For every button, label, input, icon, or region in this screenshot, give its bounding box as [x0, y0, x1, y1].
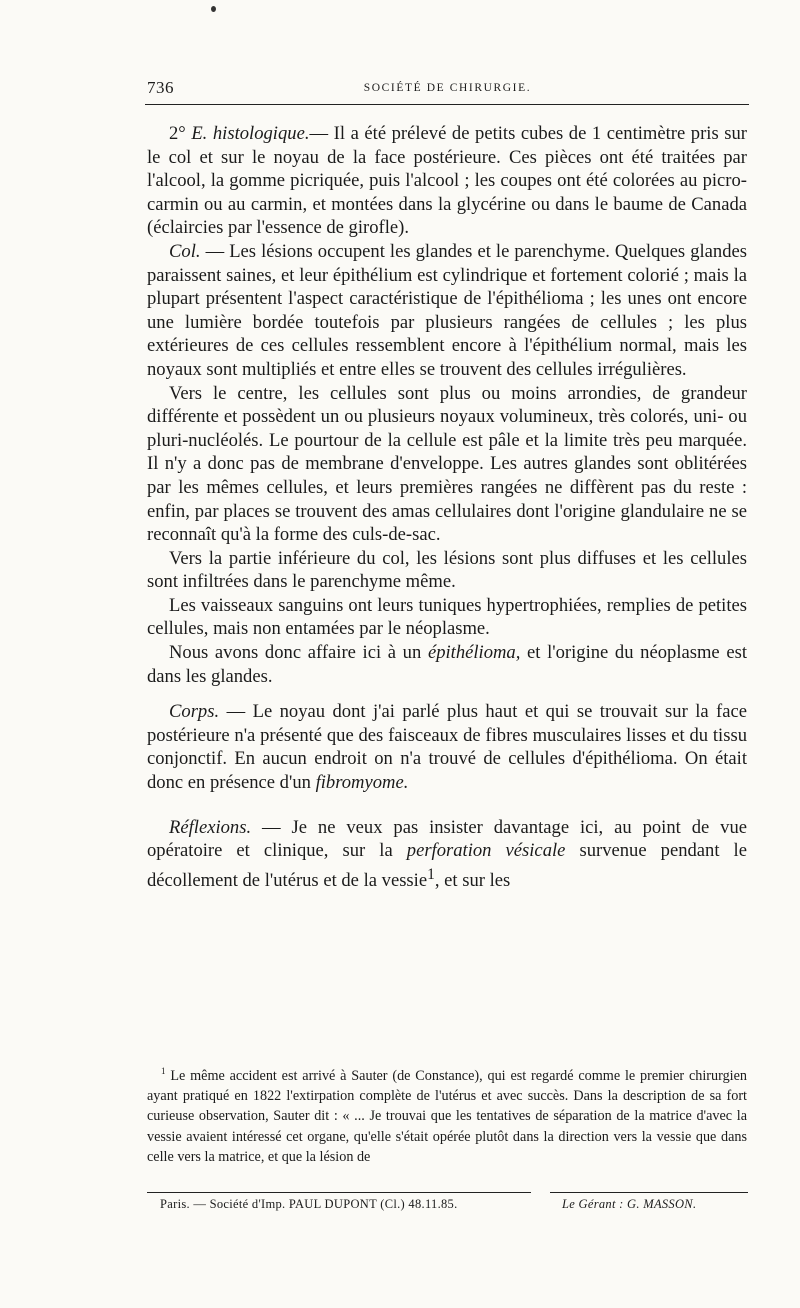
- imprint-rule-left: [147, 1192, 531, 1193]
- paragraph-centre: Vers le centre, les cellules sont plus ou moins arrondies, de grandeur différente et possèdent un ou plusieurs noyaux volumineux, très colorés, uni- ou pluri-nucléolés. Le pourtour de la cellule est pâle et la limite très peu marquée. Il n'y a donc pas de membrane d'enveloppe. Les autres glandes sont oblitérées par les mêmes cellules, et leurs premières rangées ne diffèrent pas du reste : enfin, par places se trouvent des amas cellulaires dont l'origine glandulaire ne se reconnaît qu'à la forme des culs-de-sac.: [147, 382, 747, 546]
- subsection-heading: Corps.: [169, 701, 220, 723]
- header-rule: [145, 104, 749, 105]
- footnote-mark: 1: [161, 1066, 166, 1076]
- printer-imprint: Paris. — Société d'Imp. PAUL DUPONT (Cl.) 48.11.85.: [160, 1197, 458, 1211]
- imprint-rule-right: [550, 1192, 748, 1193]
- paragraph-corps: [147, 700, 747, 794]
- italic-term: fibromyome.: [315, 772, 409, 794]
- paragraph-text: survenue pendant le décollement de l'utérus et de la vessie: [147, 840, 747, 891]
- footnote: [147, 1066, 747, 1167]
- paragraph-text: , et sur les: [434, 870, 511, 891]
- paragraph-text: — Les lésions occupent les glandes et le parenchyme. Quelques glandes paraissent saines, et leur épithélium est cylindrique et fortement colorié ; mais la plupart présentent l'aspect caractéristique de l'épithélioma ; les unes ont encore une lumière bordée toutefois par plusieurs rangées de cellules ; les plus extérieures de ces cellules ressemblent encore à l'épithélium normal, mais les noyaux sont multipliés et entre elles se trouvent des cellules irrégulières.: [147, 240, 747, 380]
- paragraph-histologique: [147, 122, 747, 240]
- section-heading: E. histologique.: [191, 123, 310, 144]
- print-speck: [211, 6, 216, 12]
- paragraph-conclusion: [147, 641, 747, 688]
- paragraph-vaisseaux: Les vaisseaux sanguins ont leurs tuniques hypertrophiées, remplies de petites cellules, mais non entamées par le néoplasme.: [147, 594, 747, 640]
- paragraph-col: [147, 240, 747, 382]
- section-number: 2°: [169, 123, 186, 144]
- paragraph-text: — Il a été prélevé de petits cubes de 1 centimètre pris sur le col et sur le noyau de la face postérieure. Ces pièces ont été traitées par l'alcool, la gomme picriquée, puis l'alcool ; les coupes ont été colorées au picro-carmin ou au carmin, et montées dans la glycérine ou dans le baume de Canada (éclaircies par l'essence de girofle).: [147, 123, 747, 239]
- manager-imprint: Le Gérant : G. MASSON.: [562, 1197, 697, 1211]
- body-text: [147, 122, 747, 893]
- subsection-heading: Col.: [169, 240, 201, 262]
- footnote-body: Le même accident est arrivé à Sauter (de Constance), qui est regardé comme le premier chirurgien ayant pratiqué en 1822 l'extirpation complète de l'utérus et avec succès. Dans la description de sa fort curieuse observation, Sauter dit : « ... Je trouvai que les tentatives de séparation de la matrice d'avec la vessie avaient intéressé cet organe, qu'elle s'était opérée plutôt dans la direction vers la vessie que dans celle vers la matrice, et que la lésion de: [147, 1068, 748, 1165]
- italic-term: épithélioma,: [427, 642, 521, 664]
- section-heading: Réflexions.: [169, 816, 252, 838]
- paragraph-text: Nous avons donc affaire ici à un: [169, 642, 422, 664]
- paragraph-partie-inferieure: Vers la partie inférieure du col, les lésions sont plus diffuses et les cellules sont infiltrées dans le parenchyme même.: [147, 547, 747, 593]
- paragraph-reflexions: [147, 816, 747, 893]
- footnote-reference: 1: [427, 865, 435, 883]
- paragraph-text: et l'origine du néoplasme est dans les glandes.: [147, 642, 747, 687]
- running-header: [147, 78, 748, 102]
- paragraph-text: — Je ne veux pas insister davantage ici, au point de vue opératoire et clinique, sur la: [147, 816, 747, 862]
- footnote-text: [147, 1066, 747, 1167]
- page-number: 736: [147, 78, 174, 97]
- italic-term: perforation vésicale: [406, 840, 566, 862]
- running-title: SOCIÉTÉ DE CHIRURGIE.: [363, 82, 532, 94]
- paragraph-text: — Le noyau dont j'ai parlé plus haut et qui se trouvait sur la face postérieure n'a présenté que des faisceaux de fibres musculaires lisses et du tissu conjonctif. En aucun endroit on n'a trouvé de cellules d'épithélioma. On était donc en présence d'un: [147, 701, 747, 794]
